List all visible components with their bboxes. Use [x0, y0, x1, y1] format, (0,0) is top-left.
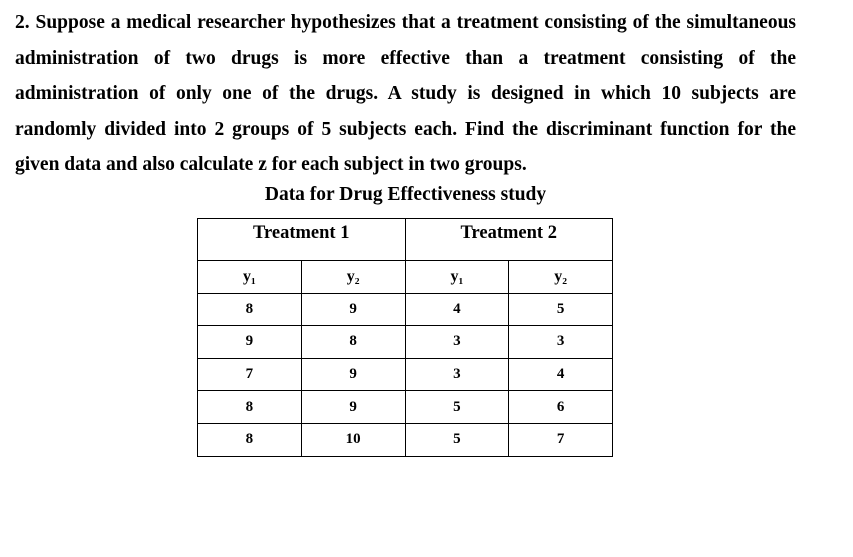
table-cell: 7: [198, 358, 302, 391]
table-cell: 8: [301, 326, 405, 359]
table-cell: 7: [509, 423, 613, 456]
table-cell: 9: [301, 358, 405, 391]
table-row: [198, 391, 613, 424]
column-header: y₂: [509, 261, 613, 294]
problem-statement: 2. Suppose a medical researcher hypothesizes that a treatment consisting of the simultaneous administration of two drugs is more effective than a treatment consisting of the administration of only one of the drugs. A study is designed in which 10 subjects are randomly divided into 2 groups of 5 subjects each. Find the discriminant function for the given data and also calculate z for each subject in two groups.: [15, 12, 796, 175]
table-cell: 4: [509, 358, 613, 391]
table-cell: 8: [198, 293, 302, 326]
drug-effectiveness-table: [197, 218, 613, 457]
table-cell: 9: [198, 326, 302, 359]
table-cell: 3: [405, 326, 509, 359]
variable-header-row: [198, 261, 613, 294]
table-cell: 3: [405, 358, 509, 391]
table-caption: Data for Drug Effectiveness study: [264, 184, 547, 205]
table-cell: 9: [301, 293, 405, 326]
table-row: [198, 358, 613, 391]
table-row: [198, 293, 613, 326]
table-row: [198, 326, 613, 359]
table-cell: 10: [301, 423, 405, 456]
column-header: y₁: [405, 261, 509, 294]
table-cell: 5: [509, 293, 613, 326]
group-header-row: [198, 219, 613, 261]
table-cell: 8: [198, 423, 302, 456]
group-header-treatment-2: Treatment 2: [405, 219, 613, 261]
group-header-treatment-1: Treatment 1: [198, 219, 406, 261]
column-header: y₁: [198, 261, 302, 294]
table-cell: 5: [405, 391, 509, 424]
table-cell: 3: [509, 326, 613, 359]
table-cell: 6: [509, 391, 613, 424]
table-row: [198, 423, 613, 456]
column-header: y₂: [301, 261, 405, 294]
table-cell: 9: [301, 391, 405, 424]
table-cell: 8: [198, 391, 302, 424]
table-cell: 5: [405, 423, 509, 456]
table-cell: 4: [405, 293, 509, 326]
